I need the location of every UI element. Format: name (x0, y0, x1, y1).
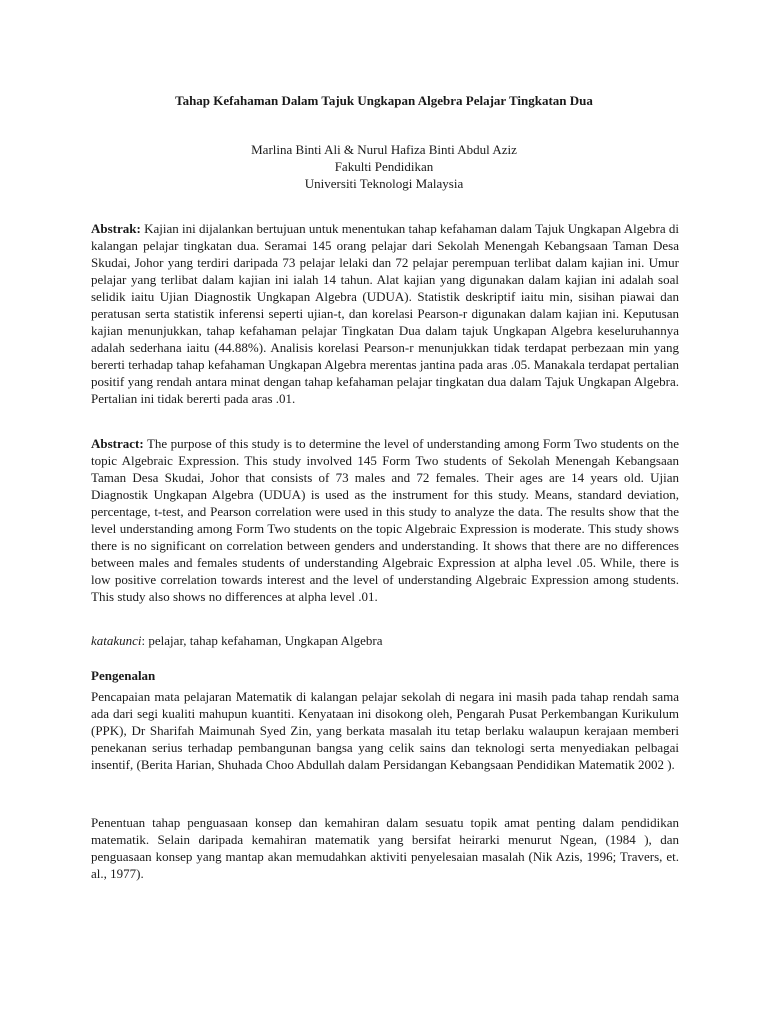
keywords-text: : pelajar, tahap kefahaman, Ungkapan Algebra (141, 633, 383, 648)
body-paragraph-1: Pencapaian mata pelajaran Matematik di kalangan pelajar sekolah di negara ini masih pada tahap rendah sama ada dari segi kualiti mahupun kuantiti. Kenyataan ini disokong oleh, Pengarah Pusat Perkembangan Kurikulum (PPK), Dr Sharifah Maimunah Syed Zin, yang berkata masalah itu tetap berlaku walaupun kerajaan memberi penekanan serius terhadap pembangunan bangsa yang celik sains dan teknologi serta menyediakan pelbagai insentif, (Berita Harian, Shuhada Choo Abdullah dalam Persidangan Kebangsaan Pendidikan Matematik 2002 ). (91, 689, 679, 772)
abstract-text: The purpose of this study is to determine the level of understanding among Form Two students on the topic Algebraic Expression. This study involved 145 Form Two students of Sekolah Menengah Kebangsaan Taman Desa Skudai, Johor that consists of 73 males and 72 females. Their ages are 14 years old. Ujian Diagnostik Ungkapan Algebra (UDUA) is used as the instrument for this study. Means, standard deviation, percentage, t-test, and Pearson correlation were used in this study to analyze the data. The results show that the level understanding among Form Two students on the topic Algebraic Expression is moderate. This study shows there is no significant on correlation between genders and understanding. It shows that there are no differences between males and females students of understanding Algebraic Expression at alpha level .05. While, there is low positive correlation towards interest and the level of understanding Algebraic Expression among students. This study also shows no differences at alpha level .01. (91, 436, 679, 604)
keywords-line (91, 632, 679, 649)
abstrak-text: Kajian ini dijalankan bertujuan untuk menentukan tahap kefahaman dalam Tajuk Ungkapan Algebra di kalangan pelajar tingkatan dua. Seramai 145 orang pelajar dari Sekolah Menengah Kebangsaan Taman Desa Skudai, Johor yang terdiri daripada 73 pelajar lelaki dan 72 pelajar perempuan terlibat dalam kajian ini. Umur pelajar yang terlibat dalam kajian ini ialah 14 tahun. Alat kajian yang digunakan dalam kajian ini adalah soal selidik iaitu Ujian Diagnostik Ungkapan Algebra (UDUA). Statistik deskriptif iaitu min, sisihan piawai dan peratusan serta statistik inferensi seperti ujian-t, dan korelasi Pearson-r digunakan dalam kajian ini. Keputusan kajian menunjukkan, tahap kefahaman pelajar Tingkatan Dua dalam tajuk Ungkapan Algebra keseluruhannya adalah sederhana iaitu (44.88%). Analisis korelasi Pearson-r menunjukkan tidak terdapat perbezaan min yang bererti terhadap tahap kefahaman Ungkapan Algebra merentas jantina pada aras .05. Manakala terdapat pertalian positif yang rendah antara minat dengan tahap kefahaman pelajar tingkatan dua dalam Tajuk Ungkapan Algebra. Pertalian ini tidak bererti pada aras .01. (91, 221, 679, 406)
university-name: Universiti Teknologi Malaysia (304, 176, 464, 191)
abstrak-paragraph (91, 220, 679, 407)
abstrak-label: Abstrak: (91, 221, 141, 236)
paper-title: Tahap Kefahaman Dalam Tajuk Ungkapan Algebra Pelajar Tingkatan Dua (175, 93, 593, 108)
keywords-label: katakunci (91, 633, 142, 648)
section-heading-pengenalan: Pengenalan (91, 668, 156, 683)
author-names: Marlina Binti Ali & Nurul Hafiza Binti Abdul Aziz (251, 142, 517, 157)
abstract-label: Abstract: (91, 436, 144, 451)
abstract-paragraph (91, 435, 679, 605)
faculty-name: Fakulti Pendidikan (334, 159, 434, 174)
body-paragraph-2: Penentuan tahap penguasaan konsep dan kemahiran dalam sesuatu topik amat penting dalam pendidikan matematik. Selain daripada kemahiran matematik yang bersifat heirarki menurut Ngean, (1984 ), dan penguasaan konsep yang mantap akan memudahkan aktiviti penyelesaian masalah (Nik Azis, 1996; Travers, et. al., 1977). (91, 815, 679, 881)
author-block (0, 141, 768, 192)
